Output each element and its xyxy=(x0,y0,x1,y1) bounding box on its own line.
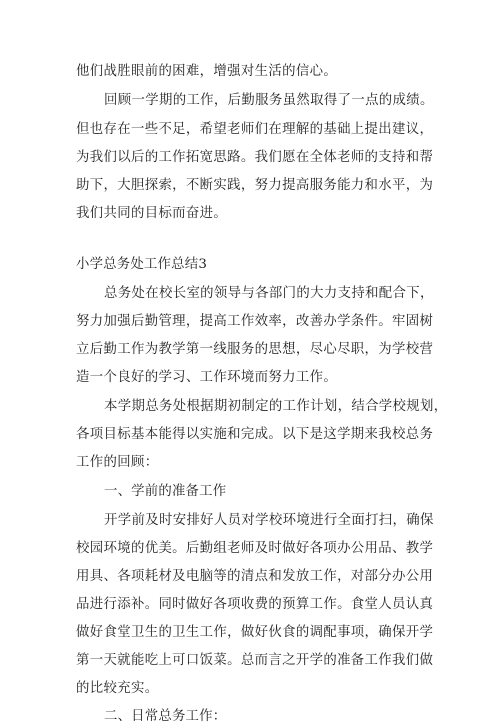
paragraph-line: 助下，大胆探索，不断实践，努力提高服务能力和水平，为 xyxy=(76,178,434,193)
subsection-heading: 二、日常总务工作： xyxy=(104,709,227,724)
paragraph-line: 做好食堂卫生的卫生工作，做好伙食的调配事项，确保开学 xyxy=(76,625,434,640)
paragraph-line: 品进行添补。同时做好各项收费的预算工作。食堂人员认真 xyxy=(76,597,434,612)
paragraph-line: 但也存在一些不足，希望老师们在理解的基础上提出建议， xyxy=(76,122,434,137)
paragraph-line: 工作的回顾： xyxy=(76,455,159,470)
paragraph-line: 校园环境的优美。后勤组老师及时做好各项办公用品、教学 xyxy=(76,541,434,556)
paragraph-line: 各项目标基本能得以实施和完成。以下是这学期来我校总务 xyxy=(76,427,434,442)
paragraph-line: 造一个良好的学习、工作环境而努力工作。 xyxy=(76,370,338,385)
paragraph-line: 立后勤工作为教学第一线服务的思想，尽心尽职，为学校营 xyxy=(76,342,434,357)
paragraph-line: 总务处在校长室的领导与各部门的大力支持和配合下， xyxy=(104,286,434,301)
paragraph-line: 开学前及时安排好人员对学校环境进行全面打扫，确保 xyxy=(104,513,434,528)
paragraph-line: 的比较充实。 xyxy=(76,681,159,696)
section-title: 小学总务处工作总结3 xyxy=(76,257,208,272)
paragraph-line: 我们共同的目标而奋进。 xyxy=(76,206,228,221)
paragraph-line: 他们战胜眼前的困难，增强对生活的信心。 xyxy=(76,64,338,79)
subsection-heading: 一、学前的准备工作 xyxy=(104,484,227,499)
paragraph-line: 本学期总务处根据期初制定的工作计划，结合学校规划， xyxy=(104,399,448,414)
paragraph-line: 为我们以后的工作拓宽思路。我们愿在全体老师的支持和帮 xyxy=(76,150,434,165)
paragraph-line: 第一天就能吃上可口饭菜。总而言之开学的准备工作我们做 xyxy=(76,653,434,668)
paragraph-line: 努力加强后勤管理，提高工作效率，改善办学条件。牢固树 xyxy=(76,314,434,329)
paragraph-line: 回顾一学期的工作，后勤服务虽然取得了一点的成绩。 xyxy=(104,93,434,108)
paragraph-line: 用具、各项耗材及电脑等的清点和发放工作，对部分办公用 xyxy=(76,569,434,584)
